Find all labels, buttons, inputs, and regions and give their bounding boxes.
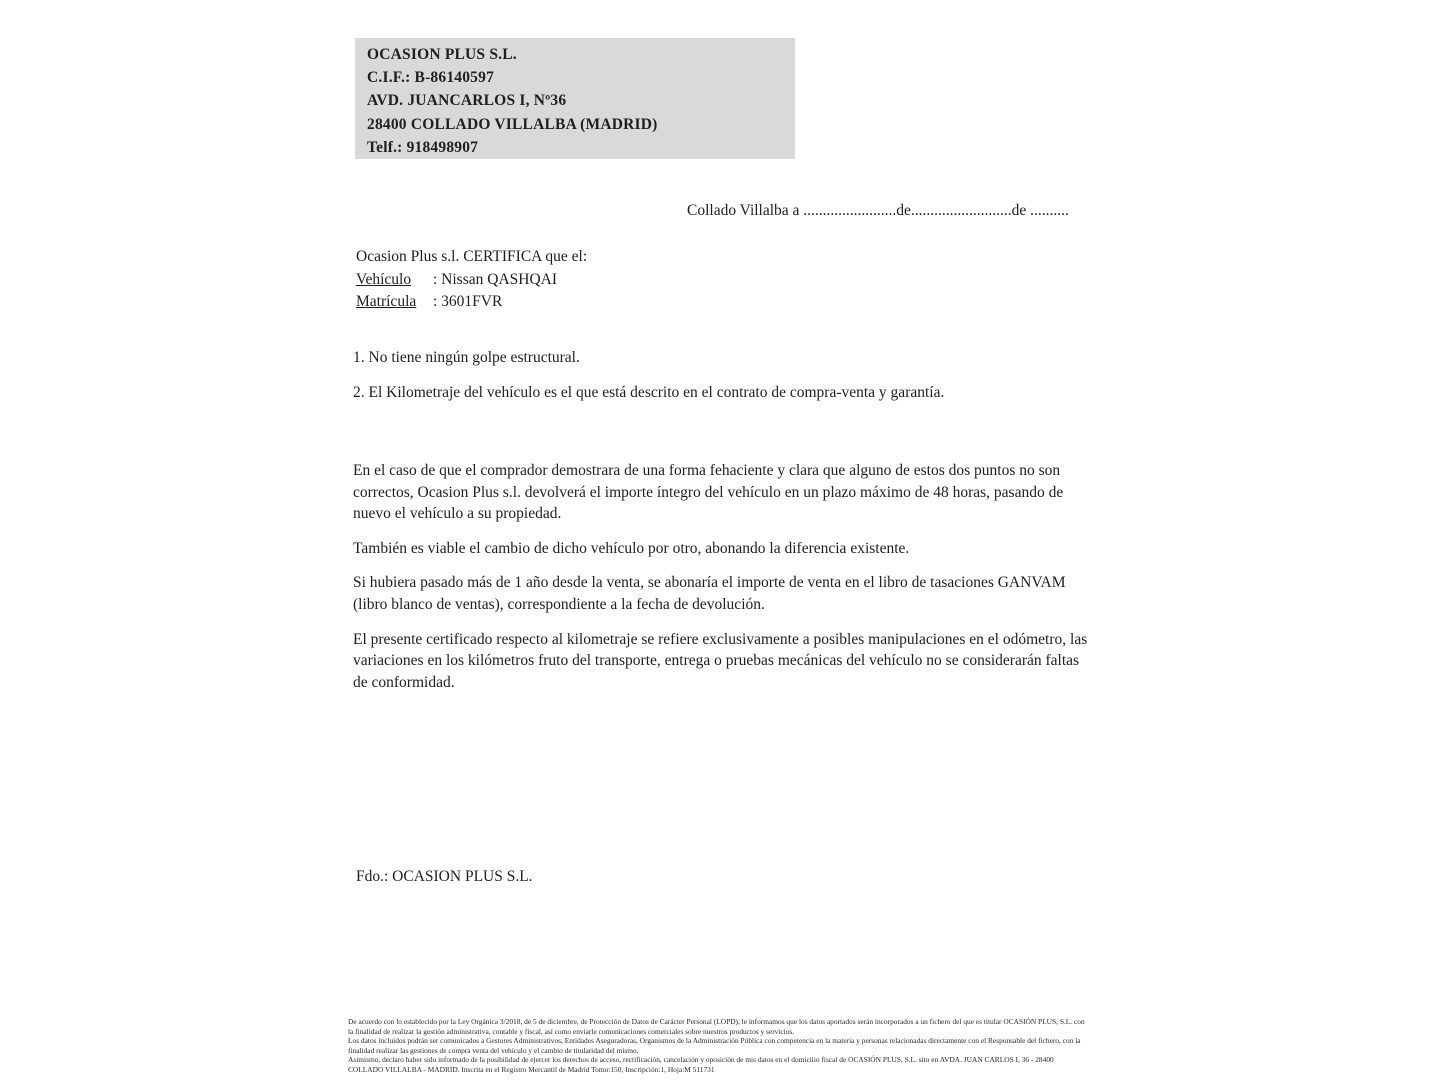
signature-line: Fdo.: OCASION PLUS S.L. [356,868,533,885]
certify-block [356,246,587,314]
legal-paragraph-lopd: De acuerdo con lo establecido por la Ley Orgánica 3/2018, de 5 de diciembre, de Protección de Datos de Carácter Personal (LOPD), le informamos que los datos aportados serán incorporados a un fichero del que es titular OCASIÓN PLUS, S.L. con la finalidad de realizar la gestión administrativa, contable y fiscal, así como enviarle comunicaciones comerciales sobre nuestros productos y servicios. [348,1017,1085,1036]
vehicle-row [356,269,587,292]
legal-paragraph-data-sharing: Los datos incluidos podrán ser comunicados a Gestores Administrativos, Entidades Aseguradoras, Organismos de la Administración Pública con competencia en la materia y personas relacionadas directamente con el Responsable del fichero, con la finalidad realizar las gestiones de compra venta del vehículo y el cambio de titularidad del mismo. [348,1036,1081,1055]
paragraph-ganvam: Si hubiera pasado más de 1 año desde la venta, se abonaría el importe de venta en el libro de tasaciones GANVAM (libro blanco de ventas), correspondiente a la fecha de devolución. [353,574,1066,613]
company-address: AVD. JUANCARLOS I, Nº36 [367,92,567,110]
certify-intro: Ocasion Plus s.l. CERTIFICA que el: [356,248,588,265]
body-paragraphs [353,460,1090,693]
company-city: 28400 COLLADO VILLALBA (MADRID) [367,115,658,133]
point-1: 1. No tiene ningún golpe estructural. [353,349,580,366]
company-phone: Telf.: 918498907 [367,138,479,156]
paragraph-odometer: El presente certificado respecto al kilometraje se refiere exclusivamente a posibles manipulaciones en el odómetro, las variaciones en los kilómetros fruto del transporte, entrega o pruebas mecánicas del vehículo no se considerarán faltas de conformidad. [353,630,1088,691]
paragraph-exchange: También es viable el cambio de dicho vehículo por otro, abonando la diferencia existente. [353,539,910,557]
vehicle-label: Vehículo [356,270,412,288]
plate-label: Matrícula [356,293,417,310]
legal-paragraph-rights: Asimismo, declaro haber sido informado de la posibilidad de ejercer los derechos de acceso, rectificación, cancelación y oposición de mis datos en el domicilio fiscal de OCASIÓN PLUS, S.L. sito en AVDA. JUAN CARLOS I, 36 - 28400 COLLADO VILLALBA - MADRID. Inscrita en el Registro Mercantil de Madrid Tomo:150, Inscripción:1, Hoja:M 511731 [348,1055,1054,1074]
vehicle-value: : Nissan QASHQAI [433,270,557,288]
certificate-points [353,349,1093,402]
date-line: Collado Villalba a ........................de..........................de .......... [687,202,1069,219]
company-name: OCASION PLUS S.L. [367,46,517,63]
company-header-box [355,38,795,159]
paragraph-refund: En el caso de que el comprador demostrara de una forma fehaciente y clara que alguno de estos dos puntos no son correctos, Ocasion Plus s.l. devolverá el importe íntegro del vehículo en un plazo máximo de 48 horas, pasando de nuevo el vehículo a su propiedad. [353,462,1064,523]
company-cif: C.I.F.: B-86140597 [367,69,495,87]
point-2: 2. El Kilometraje del vehículo es el que está descrito en el contrato de compra-venta y garantía. [353,384,945,401]
plate-value: : 3601FVR [433,293,503,310]
plate-row [356,291,587,314]
legal-footer [348,1017,1090,1075]
